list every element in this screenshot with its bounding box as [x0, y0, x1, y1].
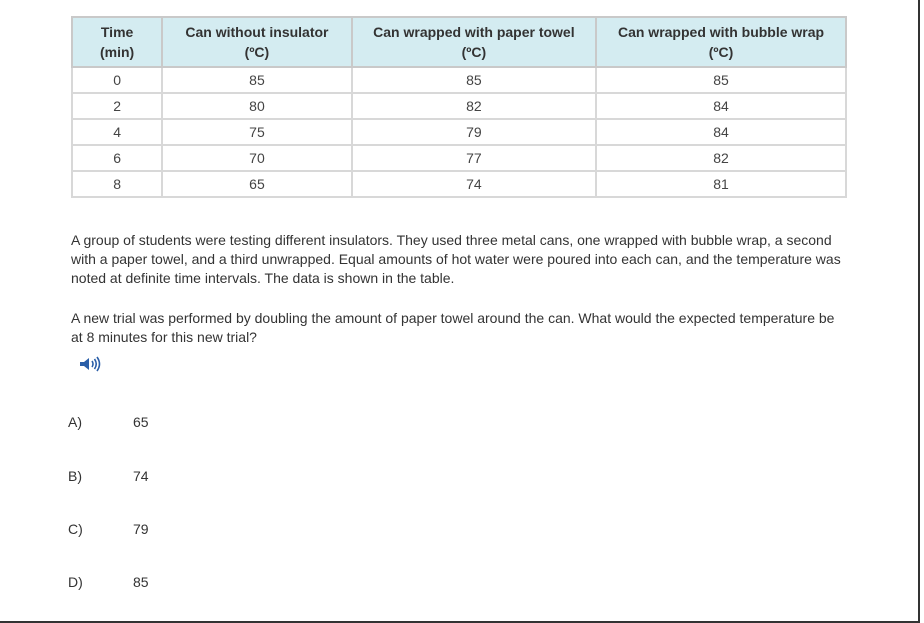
table-row: [72, 119, 846, 145]
table-row: [72, 171, 846, 197]
table-cell: 75: [162, 119, 351, 145]
choice-value: 65: [133, 414, 149, 430]
table-cell: 81: [596, 171, 846, 197]
table-cell: 82: [352, 93, 596, 119]
speaker-icon[interactable]: [79, 355, 101, 373]
header-label: Can wrapped with paper towel: [373, 24, 575, 40]
table-cell: 74: [352, 171, 596, 197]
table-row: [72, 145, 846, 171]
header-label: Can wrapped with bubble wrap: [617, 24, 825, 40]
header-unit: (min): [99, 44, 135, 60]
header-label: Can without insulator: [185, 24, 329, 40]
header-unit: (ºC): [461, 44, 487, 60]
table-cell: 85: [162, 67, 351, 93]
table-cell: 4: [72, 119, 162, 145]
table-header-row: [72, 17, 846, 67]
choice-c[interactable]: [68, 519, 268, 541]
table-cell: 8: [72, 171, 162, 197]
choice-value: 85: [133, 574, 149, 590]
choice-letter: D): [68, 574, 83, 590]
table-cell: 84: [596, 119, 846, 145]
question-text: A new trial was performed by doubling the amount of paper towel around the can. What would the expected temperature be at 8 minutes for this new trial?: [71, 310, 835, 345]
table-cell: 84: [596, 93, 846, 119]
header-paper-towel: [352, 17, 596, 67]
choice-b[interactable]: [68, 466, 268, 488]
choice-letter: A): [68, 414, 82, 430]
choice-letter: B): [68, 468, 82, 484]
header-unit: (ºC): [244, 44, 270, 60]
table-cell: 0: [72, 67, 162, 93]
choice-letter: C): [68, 521, 83, 537]
table-cell: 70: [162, 145, 351, 171]
choice-a[interactable]: [68, 412, 268, 434]
choice-d[interactable]: [68, 572, 268, 594]
header-bubble-wrap: [596, 17, 846, 67]
table-row: [72, 93, 846, 119]
data-table: [71, 16, 847, 198]
header-no-insulator: [162, 17, 351, 67]
table-cell: 85: [352, 67, 596, 93]
table-cell: 80: [162, 93, 351, 119]
header-label: Time: [100, 24, 134, 40]
table-cell: 6: [72, 145, 162, 171]
table-cell: 85: [596, 67, 846, 93]
table-row: [72, 67, 846, 93]
table-cell: 77: [352, 145, 596, 171]
passage-text: A group of students were testing different insulators. They used three metal cans, one wrapped with bubble wrap, a second with a paper towel, and a third unwrapped. Equal amounts of hot water were poured into each can, and the temperature was noted at definite time intervals. The data is shown in the table.: [71, 232, 841, 286]
choice-value: 74: [133, 468, 149, 484]
header-unit: (ºC): [708, 44, 734, 60]
choice-value: 79: [133, 521, 149, 537]
table-cell: 82: [596, 145, 846, 171]
header-time: [72, 17, 162, 67]
table-cell: 79: [352, 119, 596, 145]
table-cell: 65: [162, 171, 351, 197]
table-cell: 2: [72, 93, 162, 119]
